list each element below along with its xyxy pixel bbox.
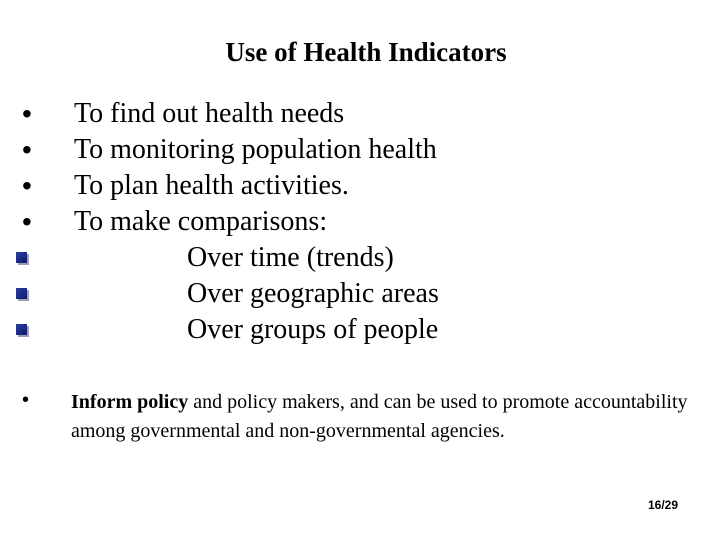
bullet-text: To plan health activities. (74, 170, 349, 201)
bullet-item (0, 168, 720, 204)
checkbox-bullet-icon (16, 288, 27, 299)
bullet-dot-icon: • (22, 389, 30, 411)
sub-bullet-item (0, 312, 720, 348)
page-number: 16/29 (647, 498, 678, 512)
bullet-text: To find out health needs (74, 98, 345, 129)
inform-text (71, 388, 701, 446)
bullet-dot-icon: • (22, 98, 32, 129)
bullet-list (0, 96, 720, 348)
inform-rest-text: and policy makers, and can be used to promote accountability among governmental and non-governmental agencies. (71, 391, 688, 442)
checkbox-bullet-icon (16, 252, 27, 263)
sub-bullet-item (0, 240, 720, 276)
sub-bullet-text: Over time (trends) (187, 242, 394, 273)
sub-bullet-text: Over groups of people (187, 314, 439, 345)
bullet-dot-icon: • (22, 206, 32, 237)
bullet-item (0, 132, 720, 168)
inform-bold-text: Inform policy (71, 391, 189, 413)
slide-title: Use of Health Indicators (225, 37, 507, 67)
bullet-text: To make comparisons: (74, 206, 328, 237)
bullet-item (0, 96, 720, 132)
sub-bullet-item (0, 276, 720, 312)
bullet-dot-icon: • (22, 134, 32, 165)
bullet-dot-icon: • (22, 170, 32, 201)
bullet-text: To monitoring population health (74, 134, 437, 165)
checkbox-bullet-icon (16, 324, 27, 335)
bullet-item (0, 204, 720, 240)
sub-bullet-text: Over geographic areas (187, 278, 439, 309)
